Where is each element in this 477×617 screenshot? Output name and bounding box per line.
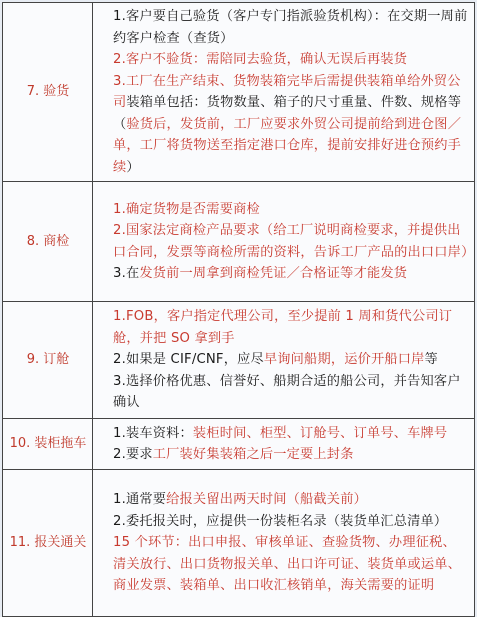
step-detail-line (99, 6, 469, 49)
step-detail-line (99, 349, 469, 371)
detail-text: 装箱单包括：货物数量、箱子的尺寸重量、件数、规格等（ (113, 95, 462, 132)
detail-text: 2.国家法定商检产品要求（给工厂说明商检要求，并提供出口合同，发票等商检所需的资料，告诉工厂产品的出口口岸） (113, 223, 475, 260)
detail-text: 2.如果是 CIF/CNF，应尽 (113, 352, 264, 368)
step-label: 11. 报关通关 (3, 470, 93, 617)
step-details (93, 182, 475, 302)
detail-text: 工厂装好集装箱之后一定要上封条 (152, 447, 354, 462)
detail-text: ） (126, 159, 140, 175)
detail-text: 1.装车资料： (113, 425, 193, 441)
step-row (3, 3, 475, 182)
detail-text: 2.客户不验货：需陪同去验货，确认无误后再装货 (113, 52, 408, 67)
detail-text: 早询问船期，运价开船口岸 (263, 352, 425, 368)
detail-text: 3.工厂在生产结束、货物装箱完毕后需提供装箱单给外贸公司 (113, 73, 461, 110)
step-detail-line (99, 306, 469, 349)
detail-text: 1.确定货物是否需要商检 (113, 201, 260, 217)
detail-text: 发货前一周拿到商检凭证／合格证等才能发货 (139, 266, 408, 281)
step-detail-line (99, 71, 469, 179)
step-details (93, 302, 475, 419)
detail-text: 等 (424, 352, 438, 368)
step-detail-line (99, 199, 469, 221)
step-label: 7. 验货 (3, 3, 93, 182)
step-row (3, 302, 475, 419)
detail-text: 1.通常要 (113, 492, 167, 508)
detail-text: 验货后，发货前，工厂应要求外贸公司提前给到进仓图／单，工厂将货物送至指定港口仓库，提前安排好进仓预约手续 (113, 116, 462, 175)
step-detail-line (99, 444, 469, 466)
detail-text: 3.选择价格优惠、信誉好、船期合适的船公司，并告知客户确认 (113, 373, 461, 411)
step-detail-line (99, 263, 469, 285)
step-details (93, 470, 475, 617)
detail-text: 1.客户要自己验货（客户专门指派验货机构）：在交期一周前约客户检查（查货） (113, 9, 468, 46)
step-label: 8. 商检 (3, 182, 93, 302)
detail-text: 15 个环节：出口申报、审核单证、查验货物、办理征税、清关放行、出口货物报关单、出口许可证、装货单或运单、商业发票、装箱单、出口收汇核销单，海关需要的证明 (113, 535, 462, 594)
export-steps-table (2, 2, 475, 617)
detail-text: 1.FOB，客户指定代理公司，至少提前 1 周和货代公司订舱，并把 SO 拿到手 (113, 309, 453, 346)
step-detail-line (99, 489, 469, 511)
step-detail-line (99, 532, 469, 597)
step-details (93, 3, 475, 182)
step-detail-line (99, 49, 469, 71)
step-label: 9. 订舱 (3, 302, 93, 419)
detail-text: 给报关留出两天时间（船截关前） (166, 492, 367, 508)
detail-text: 2.委托报关时，应提供一份装柜名录（装货单汇总清单） (113, 513, 448, 529)
detail-text: 装柜时间、柜型、订舱号、订单号、车牌号 (192, 425, 448, 441)
step-row (3, 419, 475, 470)
step-details (93, 419, 475, 470)
step-label: 10. 装柜拖车 (3, 419, 93, 470)
detail-text: 2.要求 (113, 447, 153, 462)
step-detail-line (99, 220, 475, 263)
step-row (3, 182, 475, 302)
step-detail-line (99, 423, 469, 445)
step-row (3, 470, 475, 617)
step-detail-line (99, 511, 469, 533)
step-detail-line (99, 371, 469, 414)
detail-text: 3.在 (113, 266, 140, 281)
